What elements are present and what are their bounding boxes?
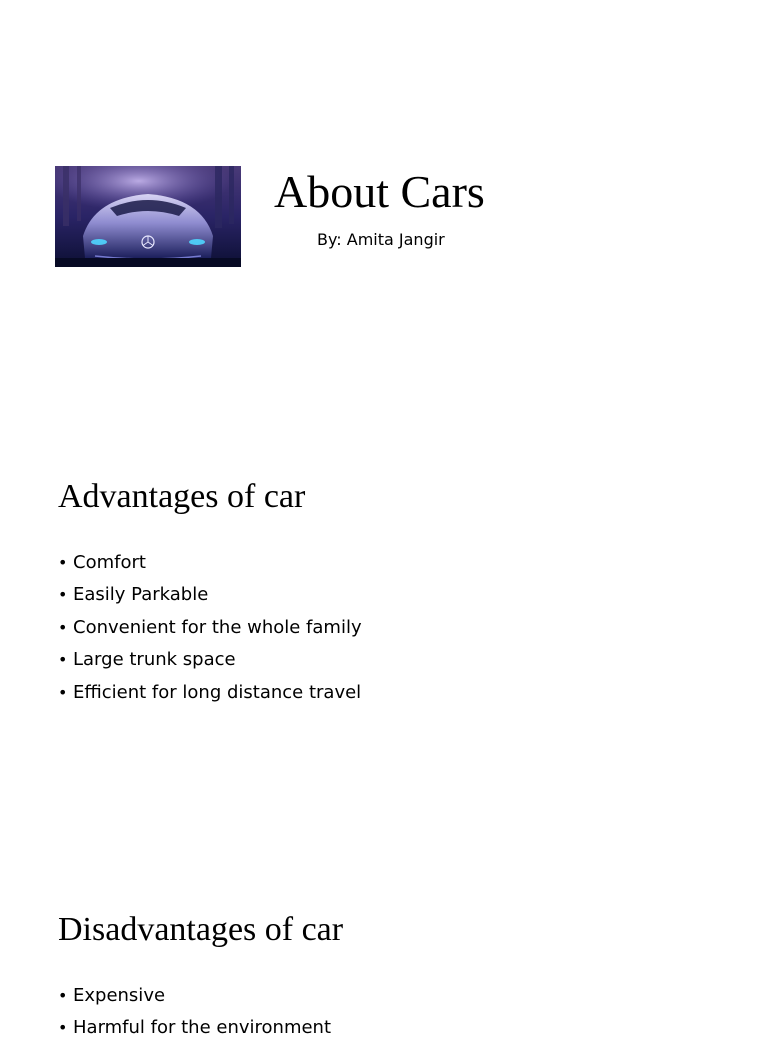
list-item: • Large trunk space (58, 647, 362, 679)
car-photo (55, 166, 241, 267)
list-item: • Convenient for the whole family (58, 615, 362, 647)
bullet-icon: • (58, 585, 68, 605)
list-item: • Easily Parkable (58, 582, 362, 614)
bullet-icon: • (58, 1018, 68, 1038)
list-item: • Efficient for long distance travel (58, 680, 362, 712)
presentation-author: By: Amita Jangir (317, 230, 445, 249)
advantages-list (58, 550, 362, 712)
bullet-icon: • (58, 986, 68, 1005)
disadvantages-heading: Disadvantages of car (58, 911, 344, 948)
disadvantages-list (58, 983, 331, 1048)
presentation-title: About Cars (274, 166, 485, 217)
bullet-icon: • (58, 682, 68, 702)
bullet-icon: • (58, 553, 68, 572)
bullet-icon: • (58, 650, 68, 670)
list-item: • Expensive (58, 983, 331, 1015)
list-item: • Comfort (58, 550, 362, 582)
bullet-icon: • (58, 617, 68, 637)
car-image-icon (55, 166, 241, 267)
list-item: • Harmful for the environment (58, 1015, 331, 1047)
advantages-heading: Advantages of car (58, 478, 306, 515)
